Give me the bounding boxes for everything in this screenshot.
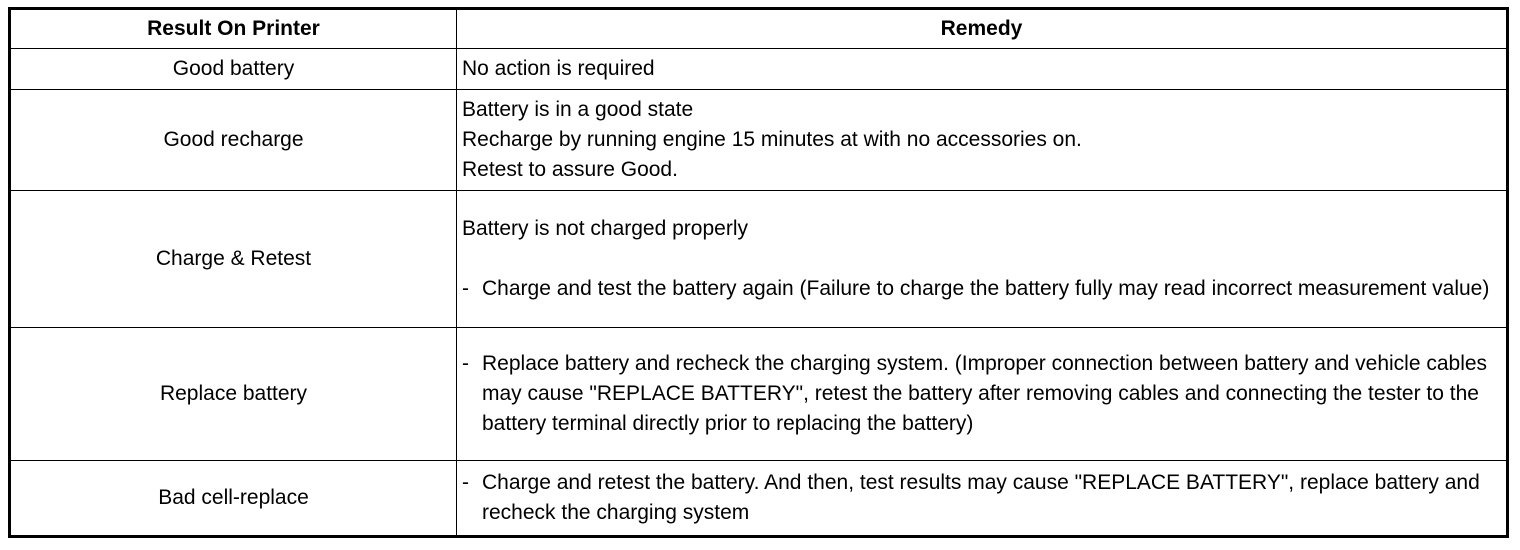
remedy-cell [457, 191, 1508, 328]
remedy-item-text: Replace battery and recheck the charging system. (Improper connection between battery and vehicle cables may cause "REPLACE BATTERY", retest the battery after removing cables and connecting the tester to the battery terminal directly prior to replacing the battery) [482, 352, 1488, 435]
header-row [10, 9, 1508, 49]
battery-remedy-table [8, 7, 1509, 538]
table-row [10, 90, 1508, 191]
result-cell: Replace battery [10, 328, 457, 461]
header-result-on-printer: Result On Printer [10, 9, 457, 49]
remedy-text: Retest to assure Good. [462, 158, 678, 181]
dash-bullet: - [462, 352, 469, 375]
remedy-cell [457, 328, 1508, 461]
remedy-item-text: Charge and retest the battery. And then, test results may cause "REPLACE BATTERY", replace battery and recheck the charging system [482, 471, 1480, 524]
remedy-list-item [462, 274, 1500, 304]
dash-bullet: - [462, 277, 469, 300]
spacer [462, 244, 1500, 274]
table-row [10, 461, 1508, 537]
remedy-text: Recharge by running engine 15 minutes at with no accessories on. [462, 128, 1082, 151]
result-cell: Bad cell-replace [10, 461, 457, 537]
remedy-text: No action is required [462, 57, 655, 80]
table-row [10, 328, 1508, 461]
remedy-cell [457, 49, 1508, 90]
remedy-text: Battery is in a good state [462, 98, 694, 121]
result-cell: Good battery [10, 49, 457, 90]
header-remedy: Remedy [457, 9, 1508, 49]
dash-bullet: - [462, 471, 469, 494]
remedy-text: Battery is not charged properly [462, 217, 748, 240]
remedy-item-text: Charge and test the battery again (Failure to charge the battery fully may read incorrect measurement value) [482, 277, 1490, 300]
result-cell: Charge & Retest [10, 191, 457, 328]
remedy-list-item [462, 468, 1500, 528]
table-row [10, 49, 1508, 90]
remedy-cell [457, 90, 1508, 191]
remedy-cell [457, 461, 1508, 537]
remedy-list-item [462, 349, 1500, 439]
result-cell: Good recharge [10, 90, 457, 191]
table-row [10, 191, 1508, 328]
